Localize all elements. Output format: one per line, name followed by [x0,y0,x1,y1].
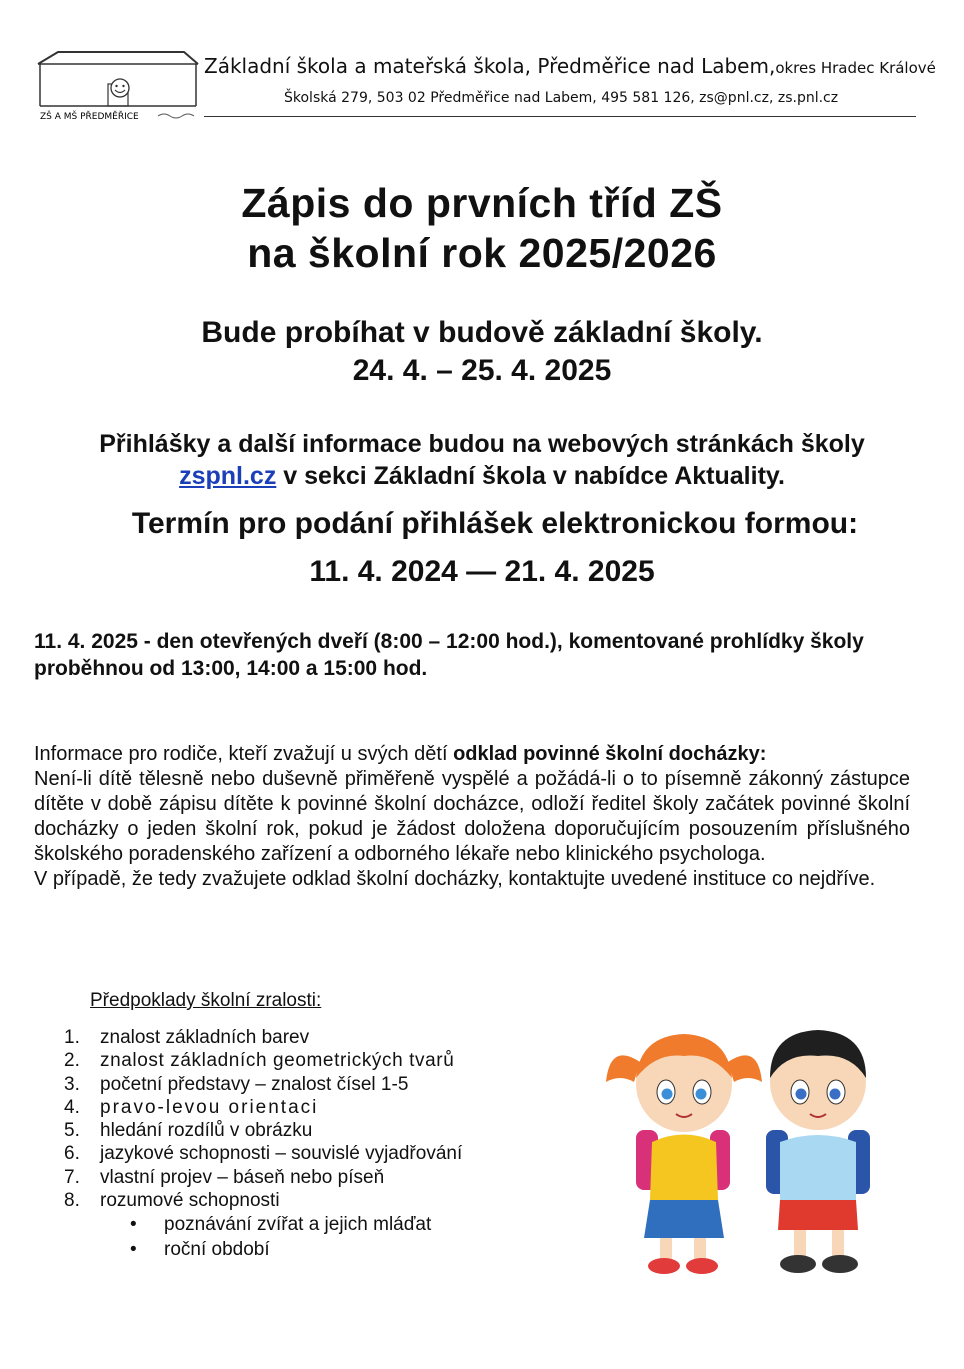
parents-intro-text: Informace pro rodiče, kteří zvažují u svých dětí [34,743,454,765]
bullet: • [130,1214,137,1235]
list-item [64,1049,584,1072]
list-text: početní představy – znalost čísel 1-5 [100,1073,409,1095]
parents-info [34,742,910,892]
info-line-1: Přihlášky a další informace budou na webových stránkách školy [99,430,865,458]
list-number: 2. [64,1050,80,1072]
school-district: okres Hradec Králové [775,59,936,77]
list-text: znalost základních barev [100,1027,310,1048]
list-text: rozumové schopnosti [100,1190,280,1212]
boy-figure [766,1030,870,1273]
location-text: Bude probíhat v budově základní školy. [201,316,763,349]
list-item [130,1237,431,1262]
list-item [64,1026,584,1049]
info-line-2-text: v sekci Základní škola v nabídce Aktuality. [276,462,785,490]
prerequisites-list [64,1026,584,1212]
girl-figure [606,1034,762,1274]
parents-intro [34,742,910,767]
prerequisites-sublist [130,1212,431,1262]
list-item [64,1096,584,1119]
open-day-info: 11. 4. 2025 - den otevřených dveří (8:00 – 12:00 hod.), komentované prohlídky školy proběhnou od 13:00, 14:00 a 15:00 hod. [34,630,864,680]
list-item [64,1073,584,1096]
list-item [130,1212,431,1237]
parents-intro-bold: odklad povinné školní docházky: [453,743,767,765]
title-line-2: na školní rok 2025/2026 [247,230,717,276]
parents-advice: V případě, že tedy zvažujete odklad školní docházky, kontaktujte uvedené instituce co nejdříve. [34,868,876,890]
deadline-label: Termín pro podání přihlášek elektronickou formou: [131,507,859,540]
school-logo [36,48,206,124]
list-text: roční období [164,1239,270,1260]
list-number: 5. [64,1120,80,1142]
list-number: 8. [64,1190,80,1212]
list-text: znalost základních geometrických tvarů [100,1050,455,1072]
list-text: poznávání zvířat a jejich mláďat [164,1214,432,1235]
title-line-1: Zápis do prvních tříd ZŠ [241,180,723,226]
deadline-dates: 11. 4. 2024 — 21. 4. 2025 [309,555,655,588]
header-divider [204,116,916,117]
school-name [204,54,936,78]
letterhead [36,48,936,128]
application-info [0,428,964,492]
website-link[interactable]: zspnl.cz [179,462,277,490]
list-number: 6. [64,1143,80,1165]
list-text: hledání rozdílů v obrázku [100,1120,313,1142]
list-text: pravo-levou orientaci [100,1096,319,1118]
enrollment-details [0,314,964,390]
list-text: jazykové schopnosti – souvislé vyjadřování [100,1143,463,1165]
list-item [64,1142,584,1165]
logo-text: ZŠ A MŠ PŘEDMĚŘICE [40,112,139,122]
list-item [64,1119,584,1142]
children-illustration [600,1012,890,1282]
deadline-block [0,500,964,596]
list-number: 7. [64,1166,80,1188]
prerequisites-title: Předpoklady školní zralosti: [90,990,322,1011]
enrollment-dates: 24. 4. – 25. 4. 2025 [352,354,612,387]
list-text: vlastní projev – báseň nebo píseň [100,1166,385,1188]
bullet: • [130,1239,137,1260]
parents-body: Není-li dítě tělesně nebo duševně přiměřeně vyspělé a požádá-li o to písemně zákonný zástupce dítěte v době zápisu dítěte k povinné školní docházce, odloží ředitel školy začátek povinné školní docházky o jeden školní rok, pokud je žádost doložena doporučujícím posouzením příslušného školského poradenského zařízení a odborného lékaře nebo klinického psychologa. [34,768,910,865]
list-number: 3. [64,1073,80,1095]
list-item [64,1166,584,1189]
list-number: 1. [64,1027,80,1048]
info-line-2 [0,460,964,492]
school-contact: Školská 279, 503 02 Předměřice nad Labem, 495 581 126, zs@pnl.cz, zs.pnl.cz [284,90,839,106]
page-title [0,178,964,278]
list-item [64,1189,584,1212]
school-name-text: Základní škola a mateřská škola, Předměřice nad Labem, [204,54,776,78]
list-number: 4. [64,1096,80,1118]
